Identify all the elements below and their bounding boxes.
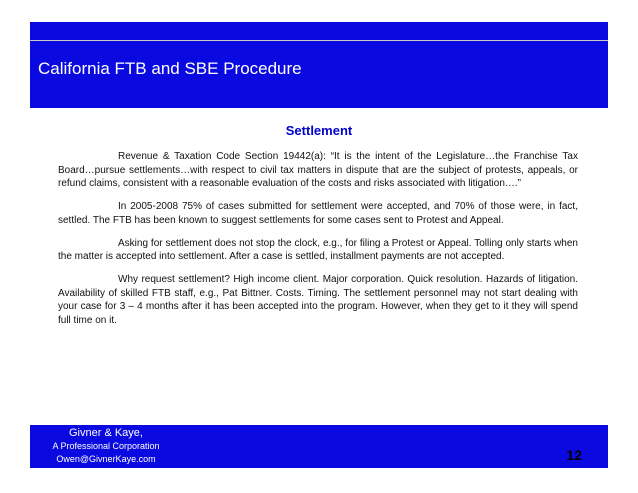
- slide-footer: [30, 425, 608, 468]
- top-strip: [0, 0, 638, 22]
- footer-company-subtitle: A Professional Corporation: [52, 441, 160, 451]
- section-heading: Settlement: [285, 123, 353, 138]
- header-divider: [30, 40, 608, 41]
- paragraph-statute: Revenue & Taxation Code Section 19442(a): “It is the intent of the Legislature…the Franchise Tax Board…pursue settlements…with respect to civil tax matters in dispute that are the subject of protests, appeals, or refund claims, consistent with a reasonable evaluation of the costs and risks associated with litigation….”: [58, 151, 578, 189]
- paragraph-tolling: Asking for settlement does not stop the clock, e.g., for filing a Protest or Appeal. Tolling only starts when the matter is accepted into settlement. After a case is settled, installment payments are not accepted.: [58, 237, 578, 262]
- paragraph-statistics: In 2005-2008 75% of cases submitted for settlement were accepted, and 70% of those were, in fact, settled. The FTB has been known to suggest settlements for some cases sent to Protest and Appeal.: [58, 201, 578, 226]
- slide-title: California FTB and SBE Procedure: [38, 59, 302, 78]
- body-text: [58, 150, 578, 337]
- page-number: 12: [566, 447, 582, 463]
- paragraph-reasons: Why request settlement? High income client. Major corporation. Quick resolution. Hazards of litigation. Availability of skilled FTB staff, e.g., Pat Bittner. Costs. Timing. The settlement personnel may not start dealing with your case for 3 – 4 months after it has been accepted into the program. However, when they get to it they will spend full time on it.: [58, 274, 578, 326]
- slide-header: [30, 22, 608, 108]
- footer-company-name: Givner & Kaye,: [69, 427, 143, 439]
- slide-content: [30, 108, 608, 408]
- footer-email: Owen@GivnerKaye.com: [56, 454, 156, 464]
